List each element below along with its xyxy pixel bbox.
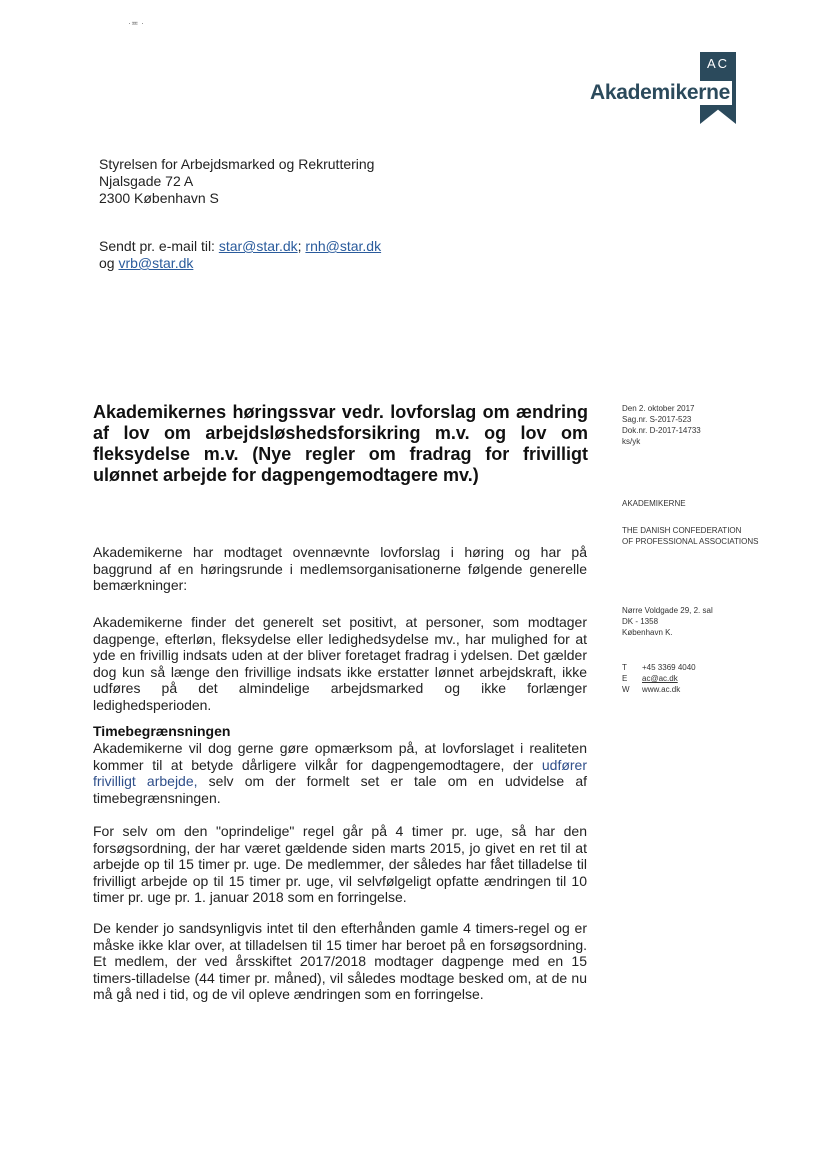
body-paragraph-5: De kender jo sandsynligvis intet til den efterhånden gamle 4 timers-regel og er måske ikke klar over, at tilladelsen til 15 timer har beroet på en forsøgsordning. Et medlem, der ved årsskiftet 2017/2018 modtager dagpenge med en 15 timers-tilladelse (44 timer pr. måned), vil således modtage besked om, at de nu må gå ned i tid, og de vil opleve ændringen som en forringelse. [93, 920, 587, 1003]
organization-address [622, 605, 713, 638]
org-desc-2: OF PROFESSIONAL ASSOCIATIONS [622, 537, 759, 546]
recipient-line-1: Styrelsen for Arbejdsmarked og Rekruttering [99, 156, 375, 172]
document-meta [622, 403, 701, 447]
contact-web-link[interactable]: www.ac.dk [642, 685, 681, 694]
meta-dok: Dok.nr. D-2017-14733 [622, 426, 701, 435]
contact-web-row [622, 684, 696, 695]
p3-part-b: udfører frivilligt arbejde, [93, 756, 587, 790]
body-paragraph-3 [93, 740, 587, 806]
email-label: E [622, 674, 628, 683]
org-street: Nørre Voldgade 29, 2. sal [622, 606, 713, 615]
meta-initials: ks/yk [622, 437, 641, 446]
section-heading: Timebegrænsningen [93, 723, 231, 739]
logo-wordmark: Akademikerne [586, 81, 732, 105]
document-title: Akademikernes høringssvar vedr. lovforslag om ændring af lov om arbejdsløshedsforsikring m.v. og lov om fleksydelse m.v. (Nye regler om fradrag for frivilligt ulønnet arbejde for dagpengemodtagere mv.) [93, 402, 588, 485]
p3-part-c: selv om der formelt set er tale om en udvidelse af timebegrænsningen. [93, 773, 587, 806]
meta-date: Den 2. oktober 2017 [622, 404, 695, 413]
meta-sag: Sag.nr. S-2017-523 [622, 415, 692, 424]
contact-phone-row [622, 662, 696, 673]
email-link-star[interactable]: star@star.dk [218, 238, 298, 254]
org-desc-1: THE DANISH CONFEDERATION [622, 526, 742, 535]
body-paragraph-1: Akademikerne har modtaget ovennævnte lovforslag i høring og har på baggrund af en høringsrunde i medlemsorganisationerne følgende generelle bemærkninger: [93, 544, 587, 594]
recipient-line-3: 2300 København S [99, 190, 219, 206]
p3-part-a: Akademikerne vil dog gerne gøre opmærksom på, at lovforslaget i realiteten kommer til at betyde dårligere vilkår for dagpengemodtagere, der [93, 740, 587, 773]
recipient-line-2: Njalsgade 72 A [99, 173, 194, 189]
logo-badge-text: AC [706, 56, 730, 71]
body-paragraph-4: For selv om den "oprindelige" regel går på 4 timer pr. uge, så har den forsøgsordning, der har været gældende siden marts 2015, jo givet en ret til at arbejde op til 15 timer pr. uge. De medlemmer, der således har fået tilladelse til frivilligt arbejde op til 15 timer pr. uge, vil selvfølgeligt opfatte ændringen til 10 timer pr. uge pr. 1. januar 2018 som en forringelse. [93, 823, 587, 906]
contact-email-row [622, 673, 696, 684]
sent-line2-prefix: og [99, 255, 119, 271]
contact-email-link[interactable]: ac@ac.dk [642, 674, 678, 683]
email-link-rnh[interactable]: rnh@star.dk [305, 238, 382, 254]
organization-block [622, 498, 758, 547]
akademikerne-logo [560, 52, 770, 127]
phone-label: T [622, 663, 627, 672]
recipient-address [99, 156, 374, 207]
phone-number: +45 3369 4040 [642, 663, 696, 672]
scan-speck: ·≖ · [128, 18, 145, 28]
email-link-vrb[interactable]: vrb@star.dk [118, 255, 194, 271]
org-city: København K. [622, 628, 673, 637]
sent-by-email [99, 238, 381, 272]
email-separator: ; [297, 238, 306, 254]
org-box: DK - 1358 [622, 617, 659, 626]
body-paragraph-2: Akademikerne finder det generelt set positivt, at personer, som modtager dagpenge, efterløn, fleksydelse eller ledighedsydelse mv., har mulighed for at yde en frivillig indsats uden at der bliver foretaget fradrag i ydelsen. Det gælder dog kun så længe den frivillige indsats ikke erstatter lønnet arbejdskraft, ikke udføres på det almindelige arbejdsmarked og ikke forlænger ledighedsperioden. [93, 614, 587, 713]
sent-prefix: Sendt pr. e-mail til: [99, 238, 219, 254]
org-name: AKADEMIKERNE [622, 499, 686, 508]
web-label: W [622, 685, 630, 694]
organization-contact [622, 662, 696, 695]
